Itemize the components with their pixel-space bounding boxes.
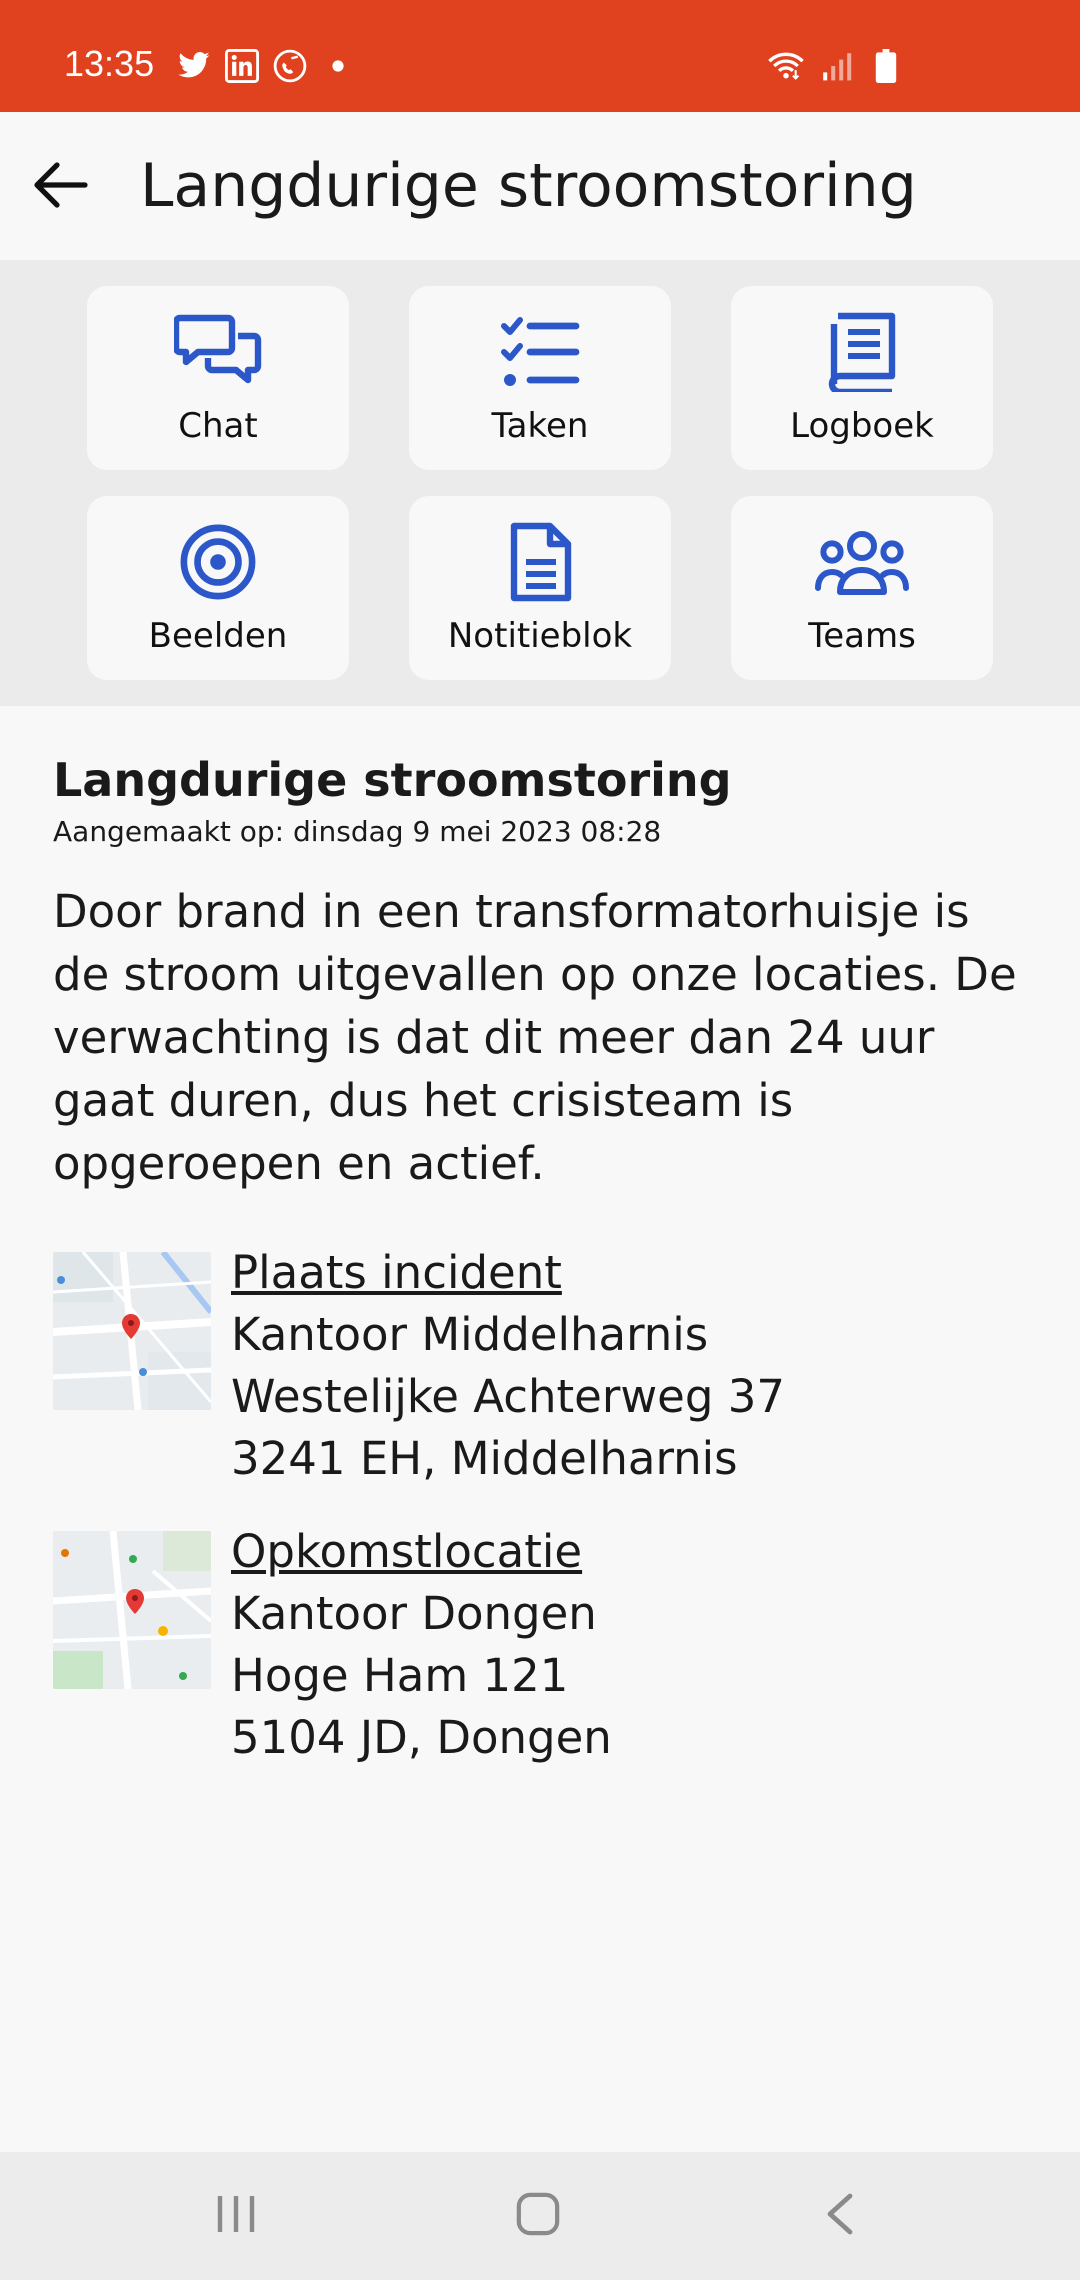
linkedin-icon [224,48,260,84]
incident-title: Langdurige stroomstoring [53,753,732,807]
location-city: 3241 EH, Middelharnis [231,1432,738,1485]
incident-created: Aangemaakt op: dinsdag 9 mei 2023 08:28 [53,815,662,848]
recents-button[interactable] [196,2180,276,2252]
target-icon [168,520,268,604]
back-chevron-icon [823,2192,857,2240]
system-icons [768,48,904,84]
module-grid [0,260,1080,706]
notification-icons [176,48,356,84]
nav-back-button[interactable] [800,2180,880,2252]
dot-icon [320,48,356,84]
twitter-icon [176,48,212,84]
location-text [231,1242,785,1490]
location-link[interactable]: Plaats incident [231,1246,562,1299]
tile-chat[interactable] [87,286,349,470]
recents-icon [214,2194,258,2238]
system-nav-bar [0,2152,1080,2280]
team-icon [812,520,912,604]
wifi-icon [768,48,804,84]
tile-notitieblok[interactable] [409,496,671,680]
chat-icon [168,310,268,394]
map-thumbnail[interactable] [53,1252,211,1410]
battery-icon [868,48,904,84]
app-bar [0,112,1080,260]
tile-teams[interactable] [731,496,993,680]
location-street: Westelijke Achterweg 37 [231,1370,785,1423]
document-icon [490,520,590,604]
tile-beelden[interactable] [87,496,349,680]
status-time: 13:35 [64,43,155,84]
location-name: Kantoor Middelharnis [231,1308,709,1361]
tile-label: Beelden [148,616,288,656]
tile-label: Logboek [790,406,934,446]
tile-taken[interactable] [409,286,671,470]
tile-label: Taken [491,406,589,446]
home-button[interactable] [498,2180,578,2252]
tile-logboek[interactable] [731,286,993,470]
signal-icon [818,48,854,84]
back-button[interactable] [26,152,96,222]
incident-description: Door brand in een transformatorhuisje is de stroom uitgevallen op onze locaties. De verwachting is dat dit meer dan 24 uur gaat duren, dus het crisisteam is opgeroepen en actief. [53,885,1017,1190]
book-icon [812,310,912,394]
home-icon [515,2191,561,2241]
tile-label: Chat [178,406,258,446]
location-street: Hoge Ham 121 [231,1649,569,1702]
map-thumbnail[interactable] [53,1531,211,1689]
arrow-left-icon [33,160,89,214]
page-title: Langdurige stroomstoring [140,151,917,221]
tile-label: Teams [808,616,916,656]
location-city: 5104 JD, Dongen [231,1711,612,1764]
task-list-icon [490,310,590,394]
location-name: Kantoor Dongen [231,1587,597,1640]
tile-label: Notitieblok [447,616,633,656]
status-bar [0,0,1080,112]
location-link[interactable]: Opkomstlocatie [231,1525,583,1578]
phone-icon [272,48,308,84]
location-text [231,1521,612,1769]
